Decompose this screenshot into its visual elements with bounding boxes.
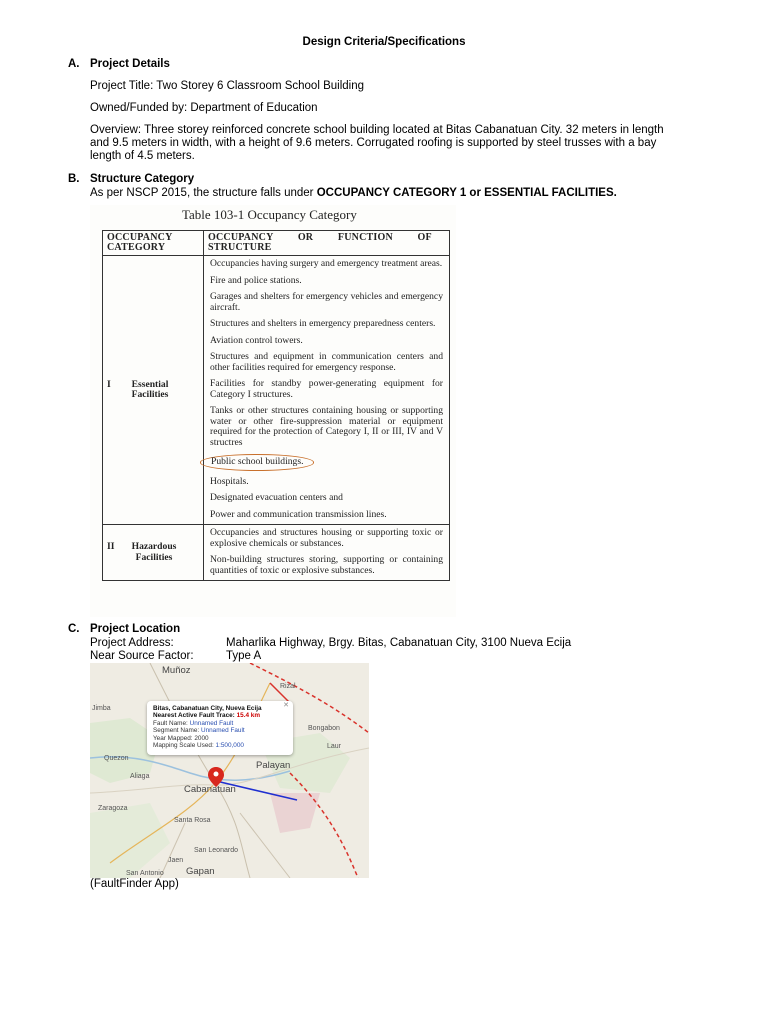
section-c-letter: C. xyxy=(68,623,80,635)
nsf-value: Type A xyxy=(226,650,262,662)
category-cell-hazardous: II Hazardous Facilities xyxy=(103,525,204,581)
list-item: Garages and shelters for emergency vehicles and emergency aircraft. xyxy=(210,291,443,313)
list-item: Fire and police stations. xyxy=(210,274,302,286)
place-label: Zaragoza xyxy=(98,805,128,812)
list-item: Hospitals. xyxy=(210,475,249,487)
popup-fault-name: Fault Name: Unnamed Fault xyxy=(153,719,234,727)
place-label: San Antonio xyxy=(126,870,164,877)
category-cell-essential: I Essential Facilities xyxy=(103,256,204,525)
function-cell-essential xyxy=(204,256,450,525)
list-item: Structures and shelters in emergency preparedness centers. xyxy=(210,318,436,329)
place-label: Laur xyxy=(327,743,342,750)
place-label: Gapan xyxy=(186,866,215,877)
function-cell-hazardous xyxy=(204,525,450,581)
overview-line-1: Overview: Three storey reinforced concrete school building located at Bitas Cabanatuan City. 32 meters in length xyxy=(90,124,664,136)
place-label: Santa Rosa xyxy=(174,817,211,824)
section-a-letter: A. xyxy=(68,58,80,70)
place-label: Palayan xyxy=(256,760,291,771)
place-label: Aliaga xyxy=(130,773,150,780)
col-header-function: OCCUPANCY OR FUNCTION OF STRUCTURE xyxy=(204,231,450,256)
map-caption: (FaultFinder App) xyxy=(90,878,179,890)
structure-category-bold: OCCUPANCY CATEGORY 1 or ESSENTIAL FACILITIES. xyxy=(316,187,617,199)
place-label: Cabanatuan xyxy=(184,784,236,795)
place-label: Bongabon xyxy=(308,725,340,732)
popup-scale: Mapping Scale Used: 1:500,000 xyxy=(153,742,244,750)
owned-by: Owned/Funded by: Department of Education xyxy=(90,102,318,114)
occupancy-table-image xyxy=(90,205,456,617)
place-label: San Leonardo xyxy=(194,847,238,854)
address-value: Maharlika Highway, Brgy. Bitas, Cabanatuan City, 3100 Nueva Ecija xyxy=(226,637,572,649)
table-row xyxy=(103,525,450,581)
occupancy-table xyxy=(102,230,450,581)
popup-segment-name: Segment Name: Unnamed Fault xyxy=(153,727,245,735)
address-label: Project Address: xyxy=(90,637,174,649)
place-label: Quezon xyxy=(104,755,129,762)
list-item: Non-building structures storing, supporting or containing quantities of toxic or explosive substances. xyxy=(210,554,443,576)
section-a-heading: Project Details xyxy=(90,58,170,70)
table-row xyxy=(103,256,450,525)
fault-map xyxy=(90,663,369,878)
section-c-heading: Project Location xyxy=(90,623,181,635)
list-item: Structures and equipment in communication centers and other facilities required for emergency response. xyxy=(210,351,443,373)
list-item: Aviation control towers. xyxy=(210,334,303,346)
list-item: Designated evacuation centers and xyxy=(210,492,343,503)
list-item: Power and communication transmission lines. xyxy=(210,508,387,520)
place-label: Muñoz xyxy=(162,665,191,676)
list-item: Tanks or other structures containing housing or supporting water or other fire-suppression material or equipment required for the protection of Category I, II or III, IV and V structres xyxy=(210,405,443,448)
table-header-row xyxy=(103,231,450,256)
place-label: Jimba xyxy=(92,705,111,712)
section-b-heading: Structure Category xyxy=(90,173,195,185)
project-title: Project Title: Two Storey 6 Classroom School Building xyxy=(90,80,364,92)
map-graphic xyxy=(90,663,369,878)
category-number: I xyxy=(107,378,111,390)
col-header-category: OCCUPANCY CATEGORY xyxy=(103,231,204,256)
popup-year: Year Mapped: 2000 xyxy=(153,734,209,742)
overview-line-2: and 9.5 meters in width, with a height of 9.6 meters. Corrugated roofing is supported by steel trusses with a bay xyxy=(90,137,657,149)
popup-nearest: Nearest Active Fault Trace: 15.4 km xyxy=(153,712,261,720)
section-b-letter: B. xyxy=(68,173,80,185)
place-label: Rizal xyxy=(280,683,296,690)
highlighted-list-item: Public school buildings. xyxy=(200,454,314,471)
nsf-label: Near Source Factor: xyxy=(90,650,194,662)
place-label: Jaen xyxy=(168,857,184,864)
overview-paragraph xyxy=(90,124,730,163)
list-item: Occupancies having surgery and emergency treatment areas. xyxy=(210,258,443,269)
structure-category-prefix: As per NSCP 2015, the structure falls under xyxy=(90,187,317,199)
fault-info-popup xyxy=(147,701,293,755)
close-icon[interactable]: ✕ xyxy=(283,702,289,709)
project-address-row xyxy=(90,637,730,650)
category-number: II xyxy=(107,541,115,552)
table-caption: Table 103-1 Occupancy Category xyxy=(182,207,357,222)
structure-category-text xyxy=(90,187,730,200)
overview-line-3: length of 4.5 meters. xyxy=(90,150,195,162)
list-item: Facilities for standby power-generating equipment for Category I structures. xyxy=(210,378,443,400)
popup-title: Bitas, Cabanatuan City, Nueva Ecija xyxy=(153,705,262,712)
near-source-row xyxy=(90,650,730,663)
page-title: Design Criteria/Specifications xyxy=(302,36,466,48)
list-item: Occupancies and structures housing or supporting toxic or explosive chemicals or substances. xyxy=(210,527,443,549)
